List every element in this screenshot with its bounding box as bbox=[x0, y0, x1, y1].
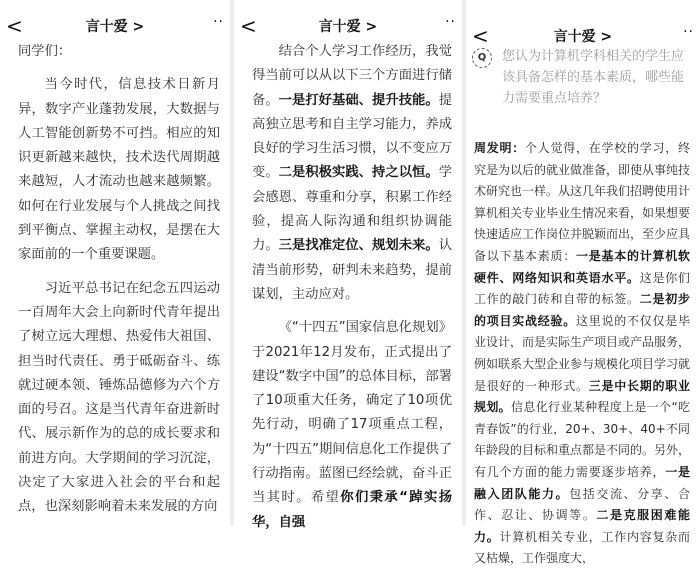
question-text: 您认为计算机学科相关的学生应该具备怎样的基本素质，哪些能力需要重点培养？ bbox=[502, 49, 685, 106]
account-title-link[interactable]: 言十爱 > bbox=[553, 29, 613, 45]
more-options-icon[interactable]: ·· bbox=[213, 14, 224, 30]
question-icon: Q bbox=[472, 48, 492, 68]
speaker-name: 周发明： bbox=[474, 141, 525, 155]
more-options-icon[interactable]: ·· bbox=[445, 14, 456, 30]
article-panel-1[interactable] bbox=[0, 0, 230, 525]
back-arrow-icon[interactable]: < bbox=[472, 24, 489, 48]
interview-panel[interactable] bbox=[466, 0, 700, 566]
key-point: 二是积极实践、持之以恒。 bbox=[278, 165, 439, 181]
article-body bbox=[18, 40, 220, 529]
account-title-link[interactable]: 言十爱 > bbox=[85, 19, 145, 35]
question-block bbox=[472, 46, 690, 109]
key-point: 一是打好基础、提升技能。 bbox=[278, 92, 439, 108]
answer-paragraph: 周发明：个人觉得，在学校的学习，终究是为以后的就业做准备，即使从事纯技术研究也一样。从这几年我们招聘使用计算机相关专业毕业生情况来看，如果想要快速适应工作岗位并脱颖而出，至少应具备以下基本素质：一是基本的计算机软硬件、网络知识和英语水平。这是你们工作的敲门砖和自带的标签。二是初步的项目实战经验。这里说的不仅仅是毕业设计，而是实际生产项目或产品服务，例如联系大型企业参与规模化项目学习就是很好的一种形式。三是中长期的职业规划。信息化行业某种程度上是一个“吃青春饭”的行业，20+、30+、40+不同年龄段的目标和重点都是不同的。另外，有几个方面的能力需要逐步培养，一是融入团队能力。包括交流、分享、合作、忍让、协调等。二是克服困难能力。计算机相关专业，工作内容复杂而又枯燥，工作强度大， bbox=[474, 141, 691, 566]
nav-bar bbox=[234, 10, 462, 42]
article-panel-2[interactable] bbox=[234, 0, 462, 530]
key-point: 你们秉承“踔实扬华，自强 bbox=[252, 490, 453, 530]
more-options-icon[interactable]: ·· bbox=[683, 24, 694, 40]
back-arrow-icon[interactable]: < bbox=[6, 14, 23, 38]
answer-body bbox=[474, 138, 690, 579]
back-arrow-icon[interactable]: < bbox=[240, 14, 257, 38]
paragraph: 当今时代，信息技术日新月异，数字产业蓬勃发展，大数据与人工智能创新势不可挡。相应的知识更新越来越快，技术迭代周期越来越短，人才流动也越来越频繁。如何在行业发展与个人挑战之间找到平衡点、掌握主动权，是摆在大家面前的一个重要课题。 bbox=[18, 77, 220, 263]
paragraph: 《“十四五”国家信息化规划》于2021年12月发布，正式提出了建设“数字中国”的总体目标，部署了10项重大任务，确定了10项优先行动，明确了17项重点工程，为“十四五”期间信息化工作提供了行动指南。蓝图已经绘就，奋斗正当其时。希望你们秉承“踔实扬华，自强 bbox=[252, 320, 453, 530]
nav-bar bbox=[0, 10, 230, 42]
article-body bbox=[252, 40, 452, 544]
greeting: 同学们： bbox=[18, 44, 72, 59]
paragraph: 习近平总书记在纪念五四运动一百周年大会上向新时代青年提出了树立远大理想、热爱伟大祖国、担当时代责任、勇于砥砺奋斗、练就过硬本领、锤炼品德修为六个方面的号召。这是当代青年奋进新时代、展示新作为的总的成长要求和前进方向。大学期间的学习沉淀，决定了大家进入社会的平台和起点，也深刻影响着未来发展的方向 bbox=[18, 280, 220, 515]
key-point: 三是找准定位、规划未来。 bbox=[278, 238, 439, 254]
paragraph: 结合个人学习工作经历，我觉得当前可以从以下三个方面进行储备。一是打好基础、提升技能。提高独立思考和自主学习能力，养成良好的学习生活习惯，以不变应万变。二是积极实践、持之以恒。学会感恩、尊重和分享，积累工作经验，提高人际沟通和组织协调能力。三是找准定位、规划未来。认清当前形势，研判未来趋势，提前谋划，主动应对。 bbox=[252, 44, 452, 302]
account-title-link[interactable]: 言十爱 > bbox=[318, 19, 378, 35]
